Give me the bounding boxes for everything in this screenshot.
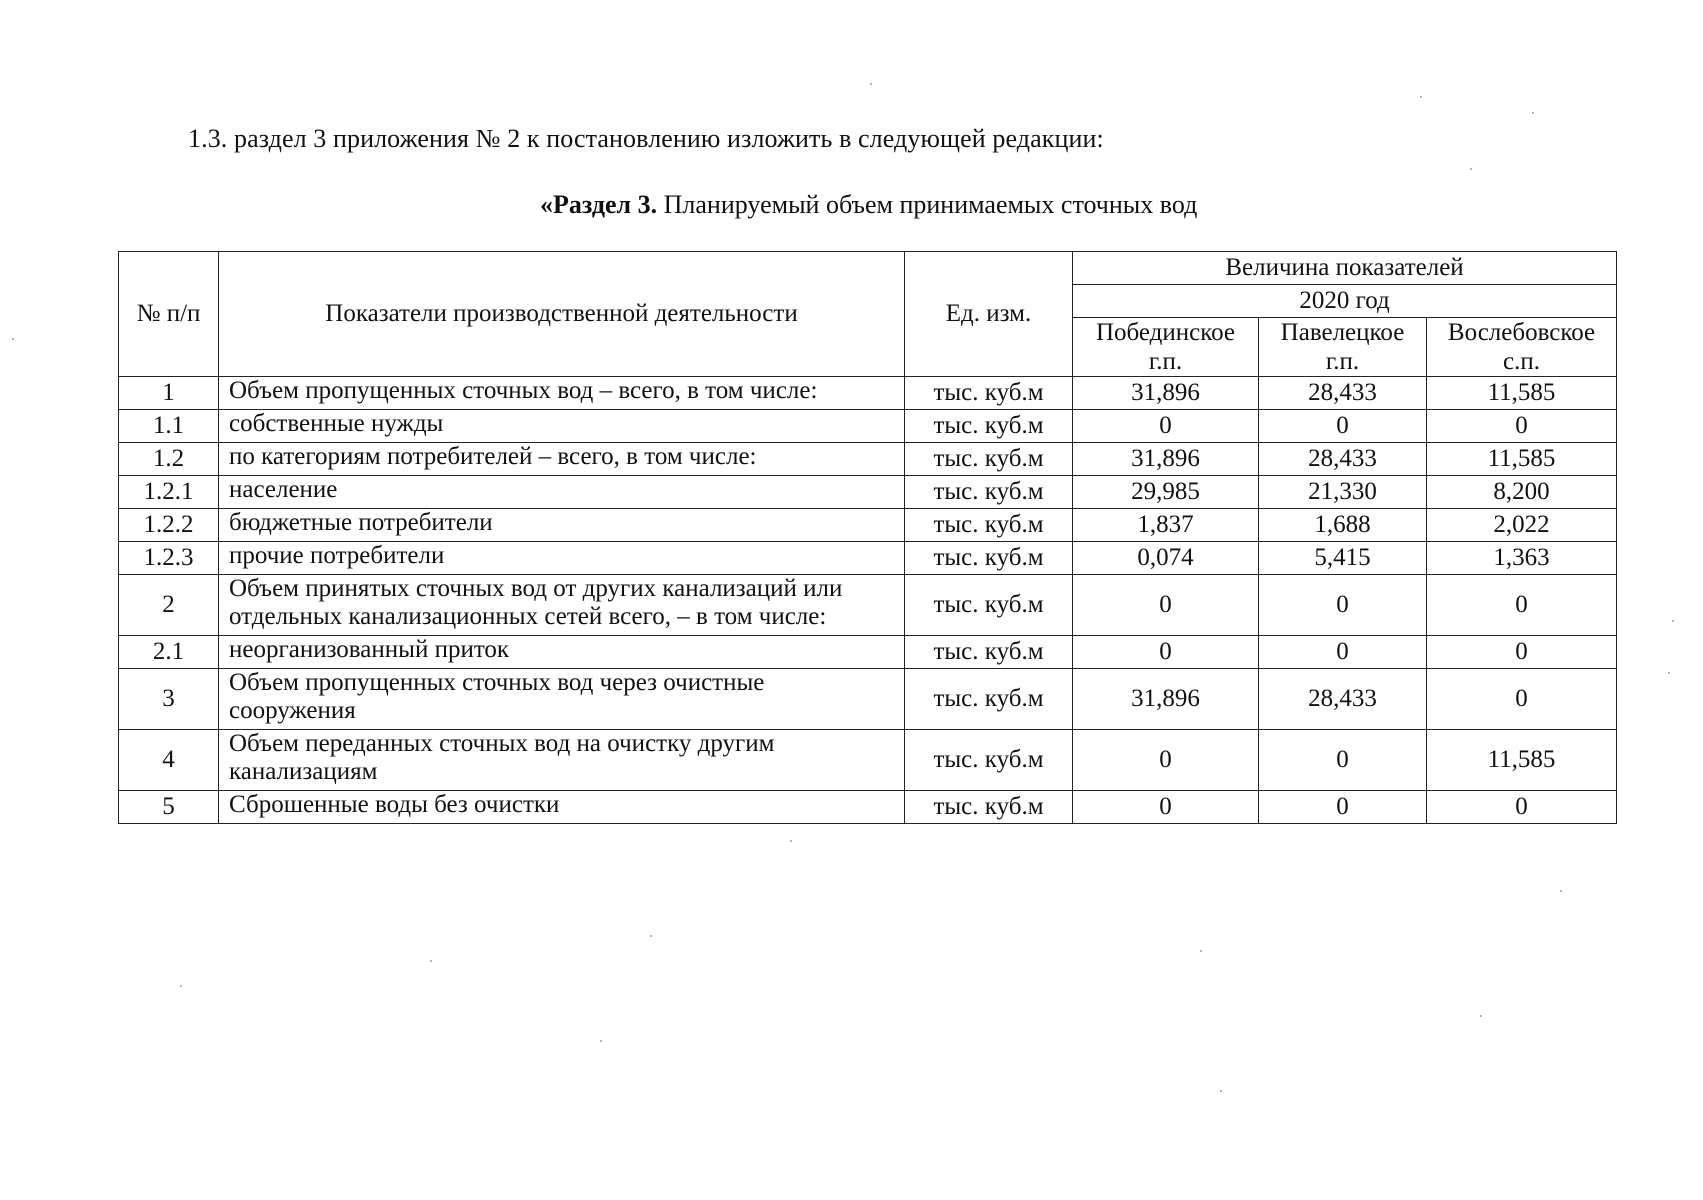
row-num: 1.2.2 [119, 509, 219, 542]
row-value-voslebovskoe: 0 [1427, 636, 1617, 669]
scan-speck [1470, 168, 1472, 170]
row-name: Объем принятых сточных вод от других канализаций или отдельных канализационных сетей всего, – в том числе: [219, 575, 905, 636]
scan-speck [12, 338, 14, 340]
row-unit: тыс. куб.м [905, 791, 1073, 824]
row-name: прочие потребители [219, 542, 905, 575]
row-value-pobedinskoe: 0 [1073, 730, 1259, 791]
header-col-pobedinskoe [1073, 318, 1259, 377]
row-value-pobedinskoe: 0 [1073, 575, 1259, 636]
row-value-voslebovskoe: 0 [1427, 669, 1617, 730]
row-num: 1.2.1 [119, 476, 219, 509]
row-value-paveletskoe: 28,433 [1259, 669, 1427, 730]
row-value-pobedinskoe: 31,896 [1073, 443, 1259, 476]
table-row [119, 636, 1617, 669]
header-col-paveletskoe [1259, 318, 1427, 377]
scan-speck [600, 1040, 602, 1042]
row-value-pobedinskoe: 31,896 [1073, 669, 1259, 730]
row-num: 2 [119, 575, 219, 636]
row-unit: тыс. куб.м [905, 730, 1073, 791]
row-value-pobedinskoe: 0 [1073, 636, 1259, 669]
row-value-paveletskoe: 5,415 [1259, 542, 1427, 575]
scan-speck [1220, 1090, 1222, 1092]
header-indicator: Показатели производственной деятельности [219, 252, 905, 377]
row-value-voslebovskoe: 0 [1427, 791, 1617, 824]
row-unit: тыс. куб.м [905, 575, 1073, 636]
scan-speck [1200, 950, 1202, 952]
table-row [119, 476, 1617, 509]
row-value-pobedinskoe: 0,074 [1073, 542, 1259, 575]
table-row [119, 575, 1617, 636]
row-value-paveletskoe: 0 [1259, 730, 1427, 791]
row-value-voslebovskoe: 0 [1427, 575, 1617, 636]
row-num: 1.2 [119, 443, 219, 476]
table-row [119, 669, 1617, 730]
header-year: 2020 год [1073, 285, 1617, 318]
row-num: 3 [119, 669, 219, 730]
row-value-paveletskoe: 1,688 [1259, 509, 1427, 542]
section-heading-text: Планируемый объем принимаемых сточных вод [663, 190, 1198, 219]
scan-speck [790, 840, 792, 842]
row-value-voslebovskoe: 0 [1427, 410, 1617, 443]
section-heading-label: «Раздел 3. [540, 190, 658, 219]
table-row [119, 542, 1617, 575]
scan-speck [1668, 672, 1670, 674]
row-name: неорганизованный приток [219, 636, 905, 669]
row-num: 1.2.3 [119, 542, 219, 575]
header-col-pobedinskoe-line2: г.п. [1148, 348, 1183, 375]
header-num: № п/п [119, 252, 219, 377]
intro-paragraph: 1.3. раздел 3 приложения № 2 к постановлению изложить в следующей редакции: [188, 124, 1104, 153]
header-col-voslebovskoe-line2: с.п. [1503, 348, 1540, 375]
table-row [119, 410, 1617, 443]
row-value-paveletskoe: 0 [1259, 410, 1427, 443]
scan-speck [650, 935, 652, 937]
row-unit: тыс. куб.м [905, 377, 1073, 410]
row-name: Объем переданных сточных вод на очистку другим канализациям [219, 730, 905, 791]
section-heading [540, 190, 1197, 220]
row-value-pobedinskoe: 0 [1073, 791, 1259, 824]
row-unit: тыс. куб.м [905, 636, 1073, 669]
row-value-pobedinskoe: 29,985 [1073, 476, 1259, 509]
table-row [119, 509, 1617, 542]
row-value-voslebovskoe: 8,200 [1427, 476, 1617, 509]
row-value-paveletskoe: 28,433 [1259, 377, 1427, 410]
scan-speck [1480, 1015, 1482, 1017]
row-unit: тыс. куб.м [905, 476, 1073, 509]
row-value-voslebovskoe: 1,363 [1427, 542, 1617, 575]
row-num: 1.1 [119, 410, 219, 443]
scan-speck [1420, 96, 1422, 98]
row-value-voslebovskoe: 11,585 [1427, 443, 1617, 476]
row-value-pobedinskoe: 31,896 [1073, 377, 1259, 410]
header-unit: Ед. изм. [905, 252, 1073, 377]
header-col-pobedinskoe-line1: Побединское [1095, 319, 1236, 346]
header-values-group: Величина показателей [1073, 252, 1617, 285]
row-name: Сброшенные воды без очистки [219, 791, 905, 824]
header-col-voslebovskoe-line1: Вослебовское [1447, 319, 1596, 346]
row-num: 5 [119, 791, 219, 824]
row-num: 2.1 [119, 636, 219, 669]
row-name: бюджетные потребители [219, 509, 905, 542]
row-value-voslebovskoe: 11,585 [1427, 377, 1617, 410]
table-row [119, 730, 1617, 791]
header-col-voslebovskoe [1427, 318, 1617, 377]
scan-speck [180, 985, 182, 987]
row-value-paveletskoe: 28,433 [1259, 443, 1427, 476]
row-value-paveletskoe: 0 [1259, 636, 1427, 669]
table-row [119, 443, 1617, 476]
row-value-paveletskoe: 0 [1259, 791, 1427, 824]
header-col-paveletskoe-line1: Павелецкое [1280, 319, 1405, 346]
row-num: 4 [119, 730, 219, 791]
row-name: Объем пропущенных сточных вод через очистные сооружения [219, 669, 905, 730]
wastewater-volume-table [118, 251, 1617, 824]
row-value-voslebovskoe: 2,022 [1427, 509, 1617, 542]
header-col-paveletskoe-line2: г.п. [1325, 348, 1360, 375]
scan-speck [1532, 112, 1534, 114]
row-unit: тыс. куб.м [905, 542, 1073, 575]
scan-speck [1560, 890, 1562, 892]
scan-speck [430, 960, 432, 962]
row-name: население [219, 476, 905, 509]
scan-speck [870, 83, 872, 85]
row-unit: тыс. куб.м [905, 669, 1073, 730]
row-unit: тыс. куб.м [905, 443, 1073, 476]
row-unit: тыс. куб.м [905, 410, 1073, 443]
row-value-pobedinskoe: 0 [1073, 410, 1259, 443]
table-row [119, 791, 1617, 824]
row-num: 1 [119, 377, 219, 410]
row-value-paveletskoe: 21,330 [1259, 476, 1427, 509]
row-value-pobedinskoe: 1,837 [1073, 509, 1259, 542]
row-name: собственные нужды [219, 410, 905, 443]
row-name: по категориям потребителей – всего, в том числе: [219, 443, 905, 476]
row-value-paveletskoe: 0 [1259, 575, 1427, 636]
table-row [119, 377, 1617, 410]
row-name: Объем пропущенных сточных вод – всего, в том числе: [219, 377, 905, 410]
row-value-voslebovskoe: 11,585 [1427, 730, 1617, 791]
row-unit: тыс. куб.м [905, 509, 1073, 542]
scan-speck [1672, 620, 1674, 622]
